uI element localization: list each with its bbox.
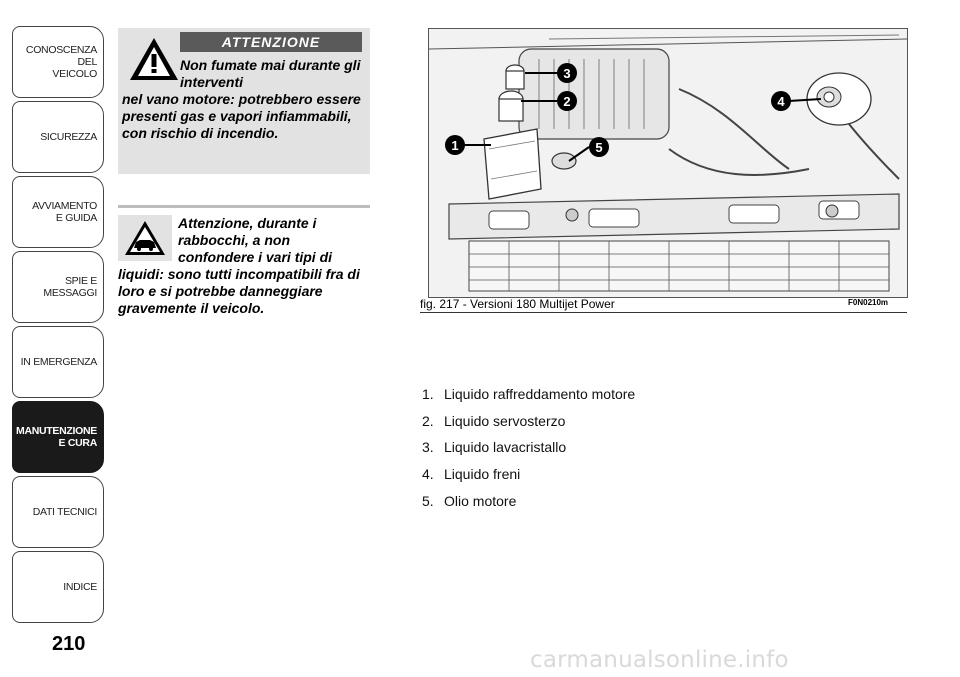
tab-indice[interactable]: [12, 551, 104, 623]
page-number: 210: [52, 633, 86, 655]
list-item: [422, 411, 635, 438]
tab-label: DATI TECNICI: [32, 506, 97, 518]
car-warning-icon: [124, 220, 166, 256]
tab-label: CONOSCENZA DEL VEICOLO: [25, 44, 97, 80]
tab-manutenzione-e-cura[interactable]: [12, 401, 104, 473]
list-item: [422, 437, 635, 464]
section-divider: [118, 205, 370, 208]
list-item: [422, 384, 635, 411]
caption-rule: [420, 312, 907, 313]
callout-3: 3: [563, 66, 571, 81]
callout-2: 2: [563, 94, 571, 109]
callout-5: 5: [595, 140, 603, 155]
watermark: carmanualsonline.info: [530, 647, 789, 673]
tab-label: SICUREZZA: [40, 131, 97, 143]
legend-label: Olio motore: [444, 492, 517, 509]
note-text-lead: Attenzione, durante i rabbocchi, a non confondere i vari tipi di: [178, 215, 333, 265]
legend-label: Liquido lavacristallo: [444, 439, 567, 456]
tab-label: AVVIAMENTO E GUIDA: [32, 200, 97, 224]
tab-label: SPIE E MESSAGGI: [43, 275, 97, 299]
tab-conoscenza-del-veicolo[interactable]: [12, 26, 104, 98]
list-item: [422, 491, 635, 518]
legend-number: 4.: [422, 466, 434, 483]
legend-number: 2.: [422, 412, 434, 429]
list-item: [422, 464, 635, 491]
warning-header: ATTENZIONE: [180, 32, 362, 52]
tab-in-emergenza[interactable]: [12, 326, 104, 398]
callout-1: 1: [451, 138, 459, 153]
legend-label: Liquido freni: [444, 466, 521, 483]
figure-caption: fig. 217 - Versioni 180 Multijet Power: [420, 297, 615, 311]
tab-sicurezza[interactable]: [12, 101, 104, 173]
engine-bay-figure: [428, 28, 908, 298]
tab-avviamento-e-guida[interactable]: [12, 176, 104, 248]
tab-label: INDICE: [63, 581, 97, 593]
warning-text-rest: nel vano motore: potrebbero essere presenti gas e vapori infiammabili, con rischio di incendio.: [122, 91, 361, 141]
legend-number: 5.: [422, 492, 434, 509]
legend-label: Liquido servosterzo: [444, 412, 566, 429]
tab-spie-e-messaggi[interactable]: [12, 251, 104, 323]
warning-box: [118, 28, 370, 174]
callout-4: 4: [777, 94, 785, 109]
tab-label: IN EMERGENZA: [20, 356, 97, 368]
warning-triangle-icon: [128, 36, 180, 82]
figure-legend: [422, 384, 635, 517]
tab-label: MANUTENZIONE E CURA: [16, 425, 97, 449]
legend-label: Liquido raffreddamento motore: [444, 386, 636, 402]
note-text-rest: liquidi: sono tutti incompatibili fra di loro e si potrebbe danneggiare gravemente il veicolo.: [118, 266, 360, 316]
figure-code: F0N0210m: [848, 298, 889, 307]
legend-number: 3.: [422, 439, 434, 456]
engine-bay-illustration: [429, 29, 907, 297]
warning-text-lead: Non fumate mai durante gli interventi: [180, 57, 361, 90]
legend-number: 1.: [422, 386, 434, 402]
tab-dati-tecnici[interactable]: [12, 476, 104, 548]
